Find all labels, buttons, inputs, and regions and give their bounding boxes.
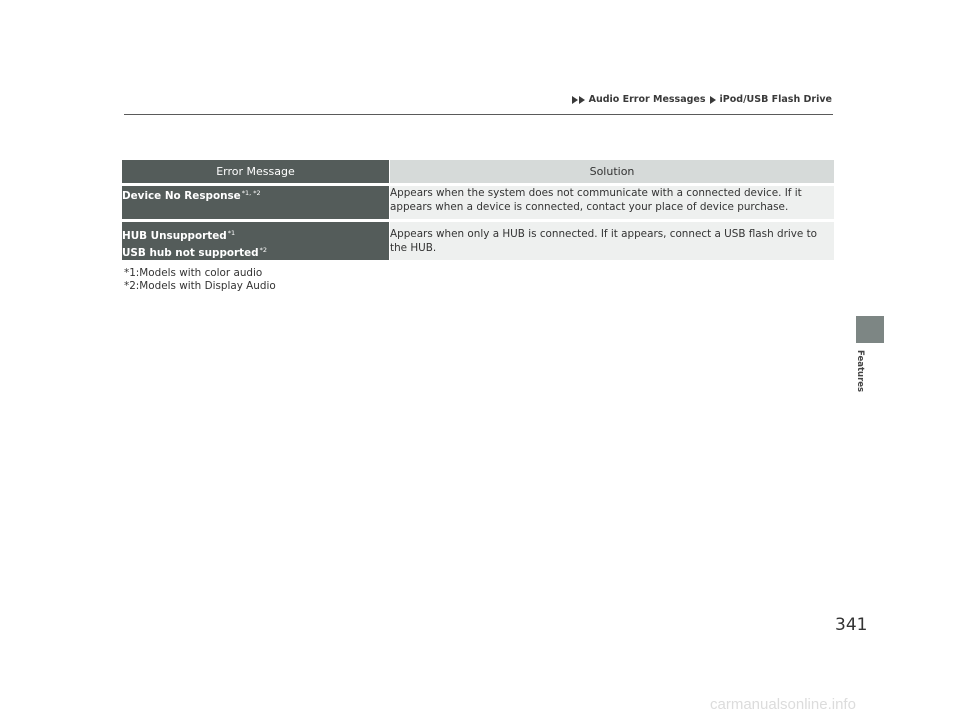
header-divider xyxy=(124,114,833,115)
column-header-error-message: Error Message xyxy=(122,160,389,183)
page-number: 341 xyxy=(835,615,868,635)
breadcrumb xyxy=(572,94,832,105)
watermark: carmanualsonline.info xyxy=(710,696,856,713)
error-message-text: USB hub not supported xyxy=(122,247,259,259)
footnote-ref: *1 xyxy=(227,229,236,237)
table-row xyxy=(122,222,834,260)
footnote-ref: *2 xyxy=(259,246,267,254)
footnote-ref: *1, *2 xyxy=(241,189,261,197)
error-message-cell xyxy=(122,222,389,260)
error-message-text: HUB Unsupported xyxy=(122,230,227,242)
error-message-table xyxy=(122,157,834,263)
footnote-2: *2:Models with Display Audio xyxy=(124,279,276,292)
section-tab[interactable] xyxy=(856,316,884,343)
footnotes xyxy=(124,267,276,292)
error-message-text: Device No Response xyxy=(122,190,241,202)
double-arrow-icon xyxy=(572,96,585,104)
arrow-icon xyxy=(710,96,716,104)
error-message-cell xyxy=(122,186,389,219)
section-label: Features xyxy=(855,350,865,393)
solution-cell: Appears when the system does not communicate with a connected device. If it appears when a device is connected, contact your place of device purchase. xyxy=(389,186,834,219)
table-header-row xyxy=(122,160,834,183)
breadcrumb-item-audio-error-messages[interactable]: Audio Error Messages xyxy=(588,94,706,105)
breadcrumb-item-ipod-usb[interactable]: iPod/USB Flash Drive xyxy=(719,94,832,105)
column-header-solution: Solution xyxy=(389,160,834,183)
footnote-1: *1:Models with color audio xyxy=(124,267,263,279)
table-row xyxy=(122,186,834,219)
solution-cell: Appears when only a HUB is connected. If it appears, connect a USB flash drive to the HUB. xyxy=(389,222,834,260)
